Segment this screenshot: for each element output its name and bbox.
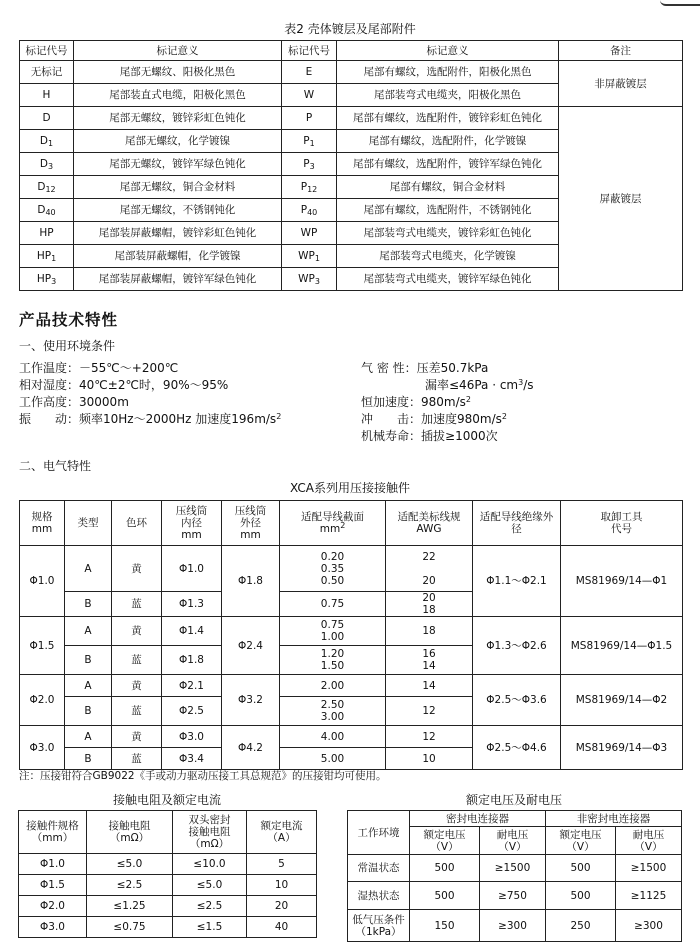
voltage-row xyxy=(348,910,682,942)
life-value: 插拔≥1000次 xyxy=(421,429,498,443)
xca-section-cell: 0.75 xyxy=(280,592,386,617)
xca-outer-cell: Φ1.8 xyxy=(222,546,280,617)
xca-section-cell: 0.75 1.00 xyxy=(280,617,386,646)
xca-tool-cell: MS81969/14—Φ1.5 xyxy=(561,617,683,675)
xca-inner-cell: Φ3.0 xyxy=(162,726,222,748)
resistance-cell: 20 xyxy=(247,896,317,917)
xca-color-cell: 黄 xyxy=(112,726,162,748)
code-cell xyxy=(282,130,337,153)
code-base: P xyxy=(303,135,310,147)
code-base: D xyxy=(39,135,48,147)
life-line xyxy=(361,428,534,445)
meaning-cell: 尾部有螺纹，铜合金材料 xyxy=(337,176,559,199)
voltage-withstand-header: 耐电压 （V） xyxy=(616,827,682,855)
resistance-cell: ≤1.5 xyxy=(173,917,247,938)
shock-line xyxy=(361,411,534,428)
meaning-cell: 尾部有螺纹，选配附件，阳极化黑色 xyxy=(337,61,559,84)
code-cell xyxy=(20,61,74,84)
voltage-cell: ≥1500 xyxy=(616,855,682,882)
xca-header-tool-prefix: 取 xyxy=(600,511,611,523)
xca-type-cell: A xyxy=(65,546,112,592)
xca-spec-cell: Φ1.0 xyxy=(20,546,65,617)
code-cell xyxy=(20,176,74,199)
voltage-cell: 150 xyxy=(410,910,480,942)
table2 xyxy=(19,40,683,291)
vibration-value: 频率10Hz～2000Hz 加速度196m/s xyxy=(79,412,277,426)
xca-color-cell: 蓝 xyxy=(112,592,162,617)
xca-section-cell: 1.20 1.50 xyxy=(280,646,386,675)
code-cell xyxy=(282,107,337,130)
xca-row xyxy=(20,546,683,592)
code-cell xyxy=(20,268,74,291)
temp-line xyxy=(19,360,281,377)
xca-color-cell: 黄 xyxy=(112,617,162,646)
vibration-label: 振 动： xyxy=(19,412,80,426)
code-base: HP xyxy=(36,250,52,262)
voltage-env-cell: 常温状态 xyxy=(348,855,410,882)
vibration-sup: 2 xyxy=(276,412,282,421)
page-corner-decoration xyxy=(660,0,700,6)
altitude-label: 工作高度： xyxy=(19,395,80,409)
code-base: W xyxy=(303,89,315,101)
resistance-header: 额定电流 （A） xyxy=(247,811,317,854)
xca-row xyxy=(20,726,683,748)
code-cell xyxy=(282,199,337,222)
meaning-cell: 尾部装屏蔽螺帽，镀锌彩虹色钝化 xyxy=(74,222,282,245)
code-subscript: 3 xyxy=(309,162,315,171)
shock-label: 冲 击： xyxy=(361,412,422,426)
xca-header: 色环 xyxy=(112,501,162,546)
code-cell xyxy=(282,176,337,199)
xca-outer-cell: Φ4.2 xyxy=(222,726,280,770)
shock-value: 加速度980m/s xyxy=(421,412,502,426)
xca-table xyxy=(19,500,683,770)
voltage-cell: 250 xyxy=(546,910,616,942)
code-base: P xyxy=(303,158,310,170)
xca-awg-cell: 16 14 xyxy=(386,646,473,675)
meaning-cell: 尾部装直式电缆，阳极化黑色 xyxy=(74,84,282,107)
table2-header: 标记代号 xyxy=(282,41,337,61)
xca-header-section-text: 适配导线截面 mm xyxy=(301,511,364,535)
xca-awg-cell: 18 xyxy=(386,617,473,646)
leak-value: 漏率≤46Pa · cm xyxy=(425,378,519,392)
table2-row xyxy=(20,61,683,84)
resistance-cell: Φ2.0 xyxy=(19,896,87,917)
code-base: 无标记 xyxy=(30,66,63,78)
xca-spec-cell: Φ1.5 xyxy=(20,617,65,675)
code-cell xyxy=(20,107,74,130)
meaning-cell: 尾部装弯式电缆夹，镀锌军绿色钝化 xyxy=(337,268,559,291)
accel-sup: 2 xyxy=(465,395,471,404)
code-base: P xyxy=(300,181,308,193)
resistance-header: 接触电阻 （mΩ） xyxy=(87,811,173,854)
xca-header: 类型 xyxy=(65,501,112,546)
xca-section-cell: 5.00 xyxy=(280,748,386,770)
meaning-cell: 尾部无螺纹，铜合金材料 xyxy=(74,176,282,199)
code-cell xyxy=(20,84,74,107)
xca-header-tool xyxy=(561,501,683,546)
code-base: E xyxy=(305,66,313,78)
xca-awg-cell: 12 xyxy=(386,697,473,726)
resistance-row xyxy=(19,875,317,896)
voltage-env-header: 工作环境 xyxy=(348,811,410,855)
voltage-rated-header: 额定电压 （V） xyxy=(546,827,616,855)
xca-section-cell: 0.20 0.35 0.50 xyxy=(280,546,386,592)
accel-line xyxy=(361,394,534,411)
code-subscript: 40 xyxy=(45,208,56,217)
xca-awg-cell: 20 18 xyxy=(386,592,473,617)
meaning-cell: 尾部无螺纹，镀锌彩虹色钝化 xyxy=(74,107,282,130)
xca-row xyxy=(20,675,683,697)
code-base: WP xyxy=(298,250,315,262)
elec-heading: 二、电气特性 xyxy=(19,459,92,473)
voltage-cell: ≥1500 xyxy=(480,855,546,882)
resistance-cell: Φ3.0 xyxy=(19,917,87,938)
voltage-sealed-header: 密封电连接器 xyxy=(410,811,546,827)
life-label: 机械寿命： xyxy=(361,429,422,443)
voltage-table xyxy=(347,810,682,942)
code-subscript: 1 xyxy=(48,139,54,148)
xca-spec-cell: Φ2.0 xyxy=(20,675,65,726)
xca-inner-cell: Φ1.4 xyxy=(162,617,222,646)
resistance-row xyxy=(19,896,317,917)
code-base: HP xyxy=(36,273,52,285)
resistance-header: 双头密封 接触电阻 （mΩ） xyxy=(173,811,247,854)
code-cell xyxy=(20,130,74,153)
table2-header: 标记意义 xyxy=(74,41,282,61)
voltage-cell: ≥750 xyxy=(480,882,546,910)
airtight-line xyxy=(361,360,534,377)
xca-header-section xyxy=(280,501,386,546)
code-base: D xyxy=(37,181,46,193)
code-cell xyxy=(282,222,337,245)
xca-inner-cell: Φ1.8 xyxy=(162,646,222,675)
xca-header: 规格 mm xyxy=(20,501,65,546)
code-cell xyxy=(282,61,337,84)
xca-insulation-cell: Φ2.5～Φ4.6 xyxy=(473,726,561,770)
xca-color-cell: 黄 xyxy=(112,675,162,697)
xca-header: 压线筒 内径 mm xyxy=(162,501,222,546)
resistance-cell: Φ1.5 xyxy=(19,875,87,896)
meaning-cell: 尾部装弯式电缆夹，镀锌彩虹色钝化 xyxy=(337,222,559,245)
xca-header: 适配美标线规 AWG xyxy=(386,501,473,546)
meaning-cell: 尾部有螺纹，选配附件，不锈钢钝化 xyxy=(337,199,559,222)
altitude-line xyxy=(19,394,281,411)
voltage-cell: ≥300 xyxy=(616,910,682,942)
temp-label: 工作温度： xyxy=(19,361,80,375)
code-cell xyxy=(282,245,337,268)
xca-header: 适配导线绝缘外 径 xyxy=(473,501,561,546)
humidity-label: 相对湿度： xyxy=(19,378,80,392)
code-subscript: 12 xyxy=(45,185,56,194)
resistance-cell: 10 xyxy=(247,875,317,896)
xca-type-cell: A xyxy=(65,726,112,748)
vibration-line xyxy=(19,411,281,428)
remark-unshielded: 非屏蔽镀层 xyxy=(559,61,683,107)
table2-title: 表2 壳体镀层及尾部附件 xyxy=(284,22,416,36)
resistance-cell: ≤5.0 xyxy=(87,854,173,875)
meaning-cell: 尾部有螺纹，选配附件，镀锌彩虹色钝化 xyxy=(337,107,559,130)
resistance-header: 接触件规格 （mm） xyxy=(19,811,87,854)
meaning-cell: 尾部有螺纹，选配附件，镀锌军绿色钝化 xyxy=(337,153,559,176)
voltage-title: 额定电压及耐电压 xyxy=(465,793,562,807)
code-base: HP xyxy=(39,227,54,239)
resistance-title: 接触电阻及额定电流 xyxy=(112,793,221,807)
meaning-cell: 尾部无螺纹，镀锌军绿色钝化 xyxy=(74,153,282,176)
env-heading: 一、使用环境条件 xyxy=(19,339,116,353)
table2-header: 标记代号 xyxy=(20,41,74,61)
voltage-env-cell: 湿热状态 xyxy=(348,882,410,910)
xca-section-cell: 2.50 3.00 xyxy=(280,697,386,726)
voltage-cell: 500 xyxy=(546,855,616,882)
code-base: WP xyxy=(298,273,315,285)
code-base: H xyxy=(42,89,51,101)
xca-outer-cell: Φ2.4 xyxy=(222,617,280,675)
humidity-value: 40℃±2℃时，90%～95% xyxy=(79,378,229,392)
voltage-withstand-header: 耐电压 （V） xyxy=(480,827,546,855)
code-subscript: 12 xyxy=(307,185,318,194)
xca-inner-cell: Φ1.0 xyxy=(162,546,222,592)
xca-inner-cell: Φ1.3 xyxy=(162,592,222,617)
table2-header: 备注 xyxy=(559,41,683,61)
code-subscript: 3 xyxy=(314,277,320,286)
env-right-block xyxy=(361,360,534,445)
meaning-cell: 尾部无螺纹，不锈钢钝化 xyxy=(74,199,282,222)
code-base: WP xyxy=(300,227,318,239)
resistance-cell: 5 xyxy=(247,854,317,875)
xca-awg-cell: 14 xyxy=(386,675,473,697)
meaning-cell: 尾部无螺纹、阳极化黑色 xyxy=(74,61,282,84)
voltage-unsealed-header: 非密封电连接器 xyxy=(546,811,682,827)
resistance-table xyxy=(18,810,317,938)
resistance-row xyxy=(19,917,317,938)
table2-row xyxy=(20,107,683,130)
code-base: D xyxy=(39,158,48,170)
xca-inner-cell: Φ2.1 xyxy=(162,675,222,697)
resistance-cell: Φ1.0 xyxy=(19,854,87,875)
crimp-note: 注：压接钳符合GB9022《手或动力驱动压接工具总规范》的压接钳均可使用。 xyxy=(19,770,387,782)
code-cell xyxy=(20,199,74,222)
accel-label: 恒加速度： xyxy=(361,395,422,409)
xca-row xyxy=(20,617,683,646)
xca-type-cell: B xyxy=(65,592,112,617)
voltage-cell: 500 xyxy=(410,882,480,910)
env-left-block xyxy=(19,360,281,428)
xca-color-cell: 蓝 xyxy=(112,748,162,770)
xca-tool-cell: MS81969/14—Φ3 xyxy=(561,726,683,770)
meaning-cell: 尾部装屏蔽螺帽，化学镀镍 xyxy=(74,245,282,268)
accel-value: 980m/s xyxy=(421,395,466,409)
voltage-cell: ≥300 xyxy=(480,910,546,942)
xca-header: 压线筒 外径 mm xyxy=(222,501,280,546)
xca-title: XCA系列用压接接触件 xyxy=(290,481,410,495)
resistance-cell: ≤0.75 xyxy=(87,917,173,938)
code-base: P xyxy=(300,204,308,216)
code-base: D xyxy=(42,112,51,124)
xca-color-cell: 蓝 xyxy=(112,646,162,675)
meaning-cell: 尾部装屏蔽螺帽，镀锌军绿色钝化 xyxy=(74,268,282,291)
leak-line xyxy=(361,377,534,394)
meaning-cell: 尾部装弯式电缆夹，化学镀镍 xyxy=(337,245,559,268)
xca-type-cell: A xyxy=(65,617,112,646)
xca-insulation-cell: Φ1.3～Φ2.6 xyxy=(473,617,561,675)
xca-type-cell: B xyxy=(65,646,112,675)
voltage-cell: 500 xyxy=(546,882,616,910)
resistance-cell: ≤1.25 xyxy=(87,896,173,917)
code-base: D xyxy=(37,204,46,216)
code-cell xyxy=(20,245,74,268)
temp-value: －55℃～+200℃ xyxy=(79,361,179,375)
xca-color-cell: 蓝 xyxy=(112,697,162,726)
xca-awg-cell: 10 xyxy=(386,748,473,770)
voltage-cell: ≥1125 xyxy=(616,882,682,910)
code-cell xyxy=(282,84,337,107)
xca-tool-cell: MS81969/14—Φ1 xyxy=(561,546,683,617)
xca-inner-cell: Φ3.4 xyxy=(162,748,222,770)
xca-awg-cell: 22 20 xyxy=(386,546,473,592)
code-subscript: 40 xyxy=(307,208,318,217)
xca-outer-cell: Φ3.2 xyxy=(222,675,280,726)
xca-header-section-sup: 2 xyxy=(340,521,346,530)
xca-insulation-cell: Φ2.5～Φ3.6 xyxy=(473,675,561,726)
code-cell xyxy=(20,153,74,176)
voltage-env-cell: 低气压条件 （1kPa） xyxy=(348,910,410,942)
xca-insulation-cell: Φ1.1～Φ2.1 xyxy=(473,546,561,617)
airtight-label: 气 密 性： xyxy=(361,361,417,375)
xca-type-cell: B xyxy=(65,748,112,770)
resistance-cell: ≤5.0 xyxy=(173,875,247,896)
resistance-cell: 40 xyxy=(247,917,317,938)
table2-header: 标记意义 xyxy=(337,41,559,61)
xca-section-cell: 4.00 xyxy=(280,726,386,748)
xca-color-cell: 黄 xyxy=(112,546,162,592)
leak-sup: 3 xyxy=(518,378,524,387)
xca-awg-cell: 12 xyxy=(386,726,473,748)
voltage-row xyxy=(348,855,682,882)
xca-tool-cell: MS81969/14—Φ2 xyxy=(561,675,683,726)
code-subscript: 3 xyxy=(51,277,57,286)
code-subscript: 1 xyxy=(314,254,320,263)
resistance-cell: ≤2.5 xyxy=(173,896,247,917)
xca-type-cell: A xyxy=(65,675,112,697)
xca-inner-cell: Φ2.5 xyxy=(162,697,222,726)
xca-spec-cell: Φ3.0 xyxy=(20,726,65,770)
leak-tail: /s xyxy=(523,378,534,392)
xca-section-cell: 2.00 xyxy=(280,675,386,697)
code-subscript: 3 xyxy=(48,162,54,171)
voltage-rated-header: 额定电压 （V） xyxy=(410,827,480,855)
airtight-value: 压差50.7kPa xyxy=(416,361,489,375)
section-title: 产品技术特性 xyxy=(19,311,119,329)
meaning-cell: 尾部有螺纹，选配附件，化学镀镍 xyxy=(337,130,559,153)
meaning-cell: 尾部无螺纹，化学镀镍 xyxy=(74,130,282,153)
resistance-row xyxy=(19,854,317,875)
code-subscript: 1 xyxy=(309,139,315,148)
code-cell xyxy=(20,222,74,245)
altitude-value: 30000m xyxy=(79,395,129,409)
remark-shielded: 屏蔽镀层 xyxy=(559,107,683,291)
resistance-cell: ≤10.0 xyxy=(173,854,247,875)
code-cell xyxy=(282,153,337,176)
xca-header-tool-text: 卸工具 代号 xyxy=(611,511,643,535)
code-base: P xyxy=(305,112,313,124)
humidity-line xyxy=(19,377,281,394)
xca-type-cell: B xyxy=(65,697,112,726)
meaning-cell: 尾部装弯式电缆夹，阳极化黑色 xyxy=(337,84,559,107)
shock-sup: 2 xyxy=(501,412,507,421)
code-cell xyxy=(282,268,337,291)
voltage-cell: 500 xyxy=(410,855,480,882)
code-subscript: 1 xyxy=(51,254,57,263)
voltage-row xyxy=(348,882,682,910)
resistance-cell: ≤2.5 xyxy=(87,875,173,896)
